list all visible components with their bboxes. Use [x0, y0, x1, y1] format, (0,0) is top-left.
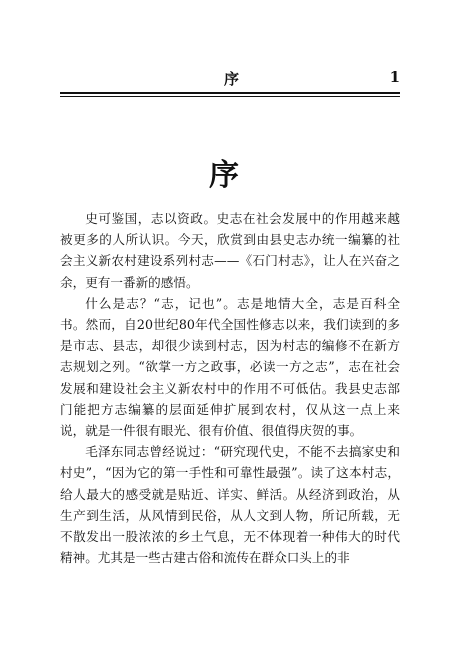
- paragraph-3: 毛泽东同志曾经说过：“研究现代史，不能不去搞家史和村史”，“因为它的第一手性和可靠性最强”。读了这本村志，给人最大的感受就是贴近、详实、鲜活。从经济到政治，从生产到生活，从风情到民俗，从人文到人物，所记所载，无不散发出一股浓浓的乡土气息，无不体现着一种伟大的时代精神。尤其是一些古建古俗和流传在群众口头上的非: [60, 444, 400, 566]
- body-text: [60, 208, 400, 568]
- header-rule-thin: [60, 96, 400, 97]
- chapter-title: 序: [209, 158, 241, 193]
- running-head-section: 序: [224, 70, 240, 88]
- page-number: 1: [389, 68, 400, 86]
- paragraph-1: 史可鉴国，志以资政。史志在社会发展中的作用越来越被更多的人所认识。今天，欣赏到由县史志办统一编纂的社会主义新农村建设系列村志——《石门村志》，让人在兴奋之余，更有一番新的感悟。: [60, 211, 400, 290]
- paragraph-2: 什么是志？“志，记也”。志是地情大全，志是百科全书。然而，自20世纪80年代全国性修志以来，我们读到的多是市志、县志，却很少读到村志，因为村志的编修不在新方志规划之列。“欲掌一方之政事，必读一方之志”，志在社会发展和建设社会主义新农村中的作用不可低估。我县史志部门能把方志编纂的层面延伸扩展到农村，仅从这一点上来说，就是一件很有眼光、很有价值、很值得庆贺的事。: [60, 295, 400, 439]
- header-rule-thick: [60, 92, 400, 94]
- running-head: [60, 66, 400, 90]
